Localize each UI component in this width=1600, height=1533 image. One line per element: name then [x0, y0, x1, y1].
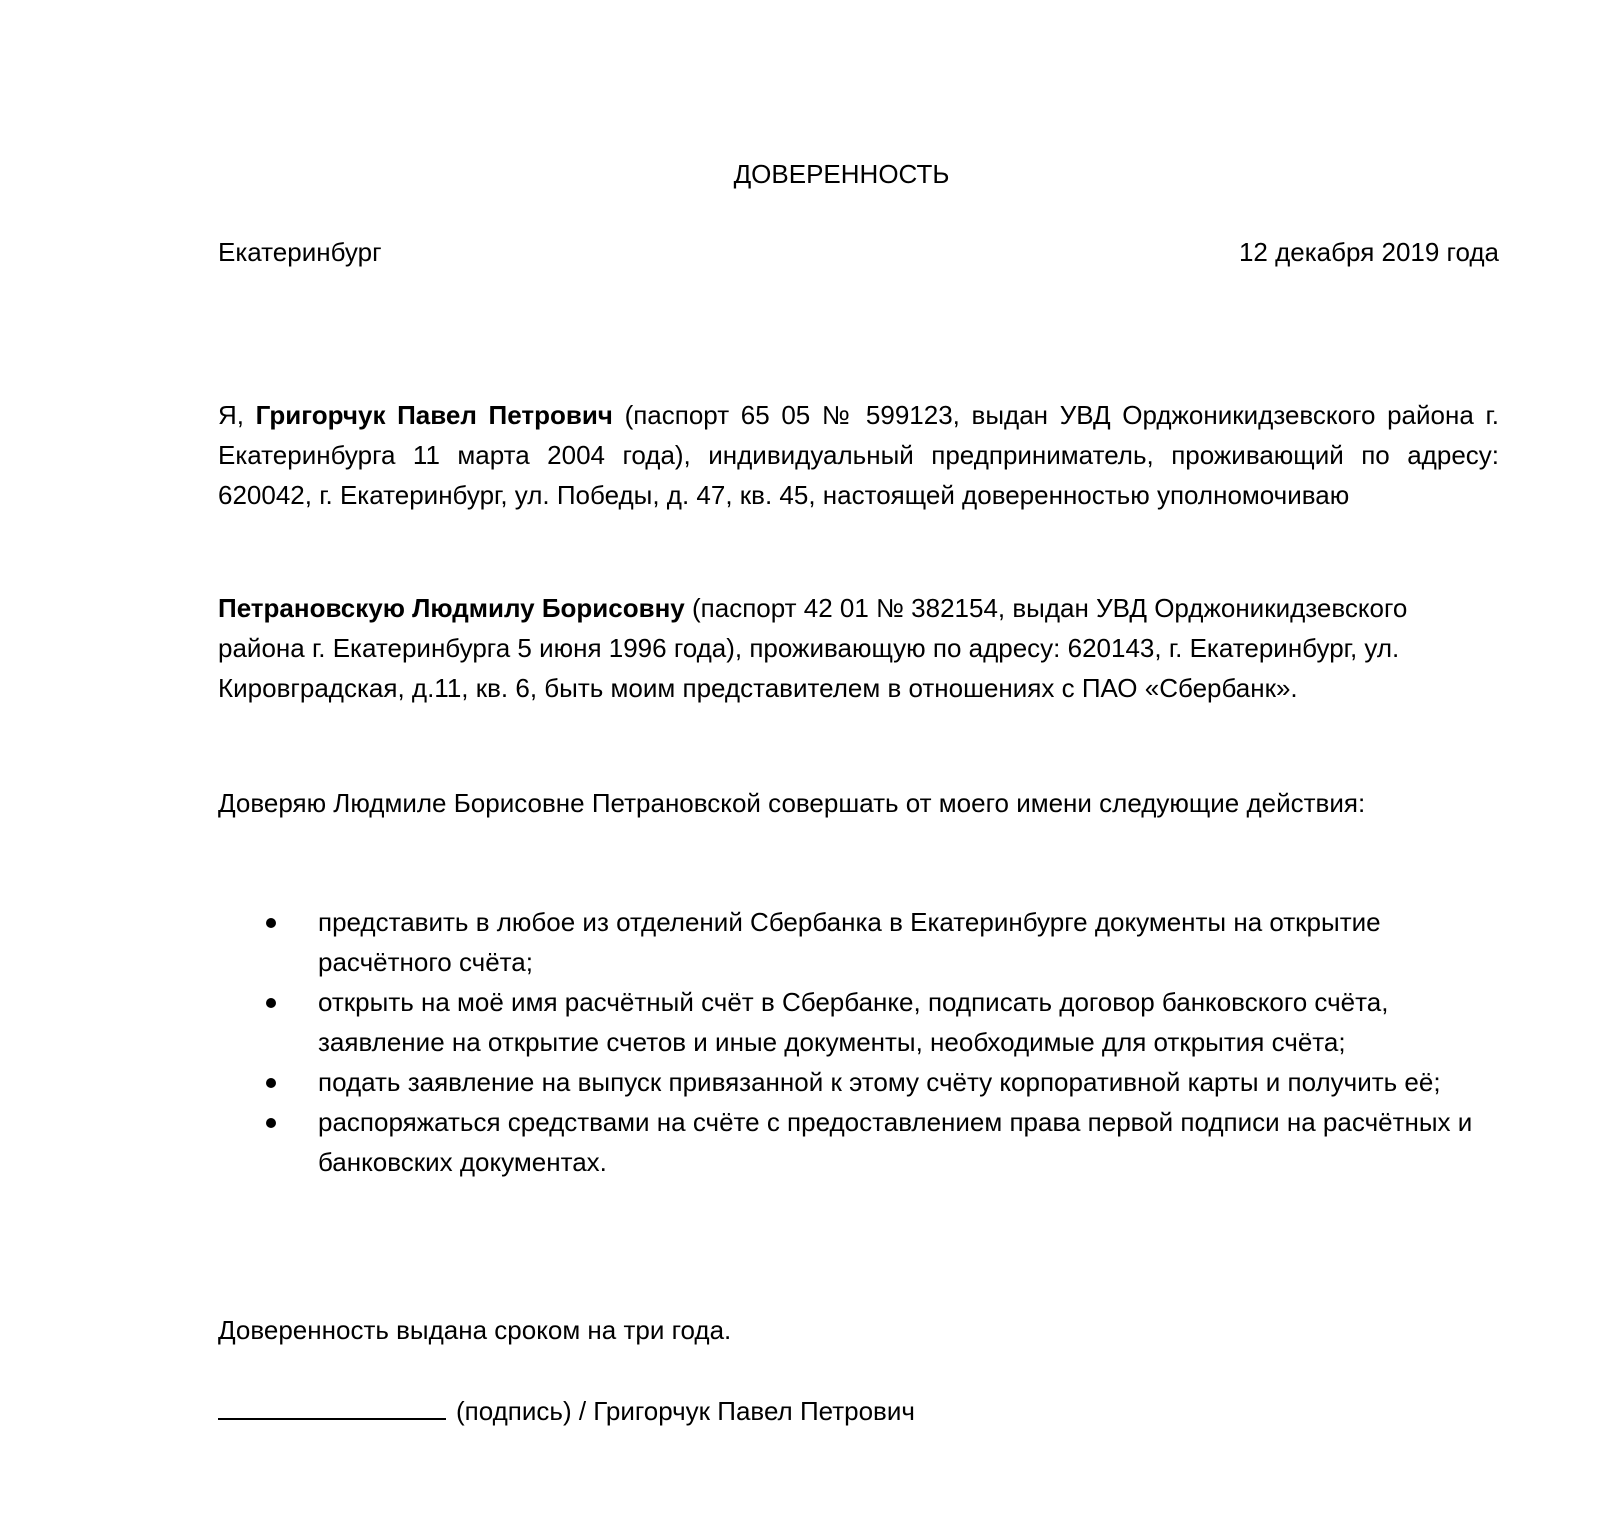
bullet-icon — [266, 998, 276, 1008]
signature-line — [218, 1388, 915, 1431]
list-item — [218, 1062, 1499, 1102]
principal-name: Григорчук Павел Петрович — [255, 400, 613, 430]
powers-intro-paragraph: Доверяю Людмиле Борисовне Петрановской совершать от моего имени следующие действия: — [218, 788, 1366, 818]
actions-list — [218, 902, 1499, 1182]
document-title: ДОВЕРЕННОСТЬ — [733, 159, 950, 189]
list-item — [218, 1102, 1499, 1182]
action-text: подать заявление на выпуск привязанной к этому счёту корпоративной карты и получить её; — [318, 1067, 1441, 1097]
bullet-icon — [266, 1118, 276, 1128]
bullet-icon — [266, 918, 276, 928]
agent-details: (паспорт 42 01 № 382154, выдан УВД Орджоникидзевского района г. Екатеринбурга 5 июня 1996 года), проживающую по адресу: 620143, г. Екатеринбург, ул. Кировградская, д.11, кв. 6, быть моим представителем в отношениях с ПАО «Сбербанк». — [218, 593, 1408, 703]
principal-details: (паспорт 65 05 № 599123, выдан УВД Орджоникидзевского района г. Екатеринбурга 11 марта 2004 года), индивидуальный предприниматель, проживающий по адресу: 620042, г. Екатеринбург, ул. Победы, д. 47, кв. 45, настоящей доверенностью уполномочиваю — [218, 400, 1500, 510]
signature-label: (подпись) / Григорчук Павел Петрович — [456, 1396, 915, 1426]
action-text: открыть на моё имя расчётный счёт в Сбербанке, подписать договор банковского счёта, заявление на открытие счетов и иные документы, необходимые для открытия счёта; — [318, 987, 1389, 1057]
agent-name: Петрановскую Людмилу Борисовну — [218, 593, 685, 623]
place-date-row — [218, 232, 1499, 272]
principal-prefix: Я, — [218, 400, 256, 430]
bullet-icon — [266, 1078, 276, 1088]
list-item — [218, 902, 1499, 982]
document-date: 12 декабря 2019 года — [1238, 237, 1499, 267]
document-city: Екатеринбург — [218, 237, 382, 267]
action-text: распоряжаться средствами на счёте с предоставлением права первой подписи на расчётных и банковских документах. — [318, 1107, 1473, 1177]
signature-blank — [218, 1388, 446, 1420]
principal-paragraph — [218, 395, 1499, 515]
action-text: представить в любое из отделений Сбербанка в Екатеринбурге документы на открытие расчётного счёта; — [318, 907, 1381, 977]
agent-paragraph — [218, 588, 1488, 708]
list-item — [218, 982, 1499, 1062]
validity-paragraph: Доверенность выдана сроком на три года. — [218, 1315, 732, 1345]
